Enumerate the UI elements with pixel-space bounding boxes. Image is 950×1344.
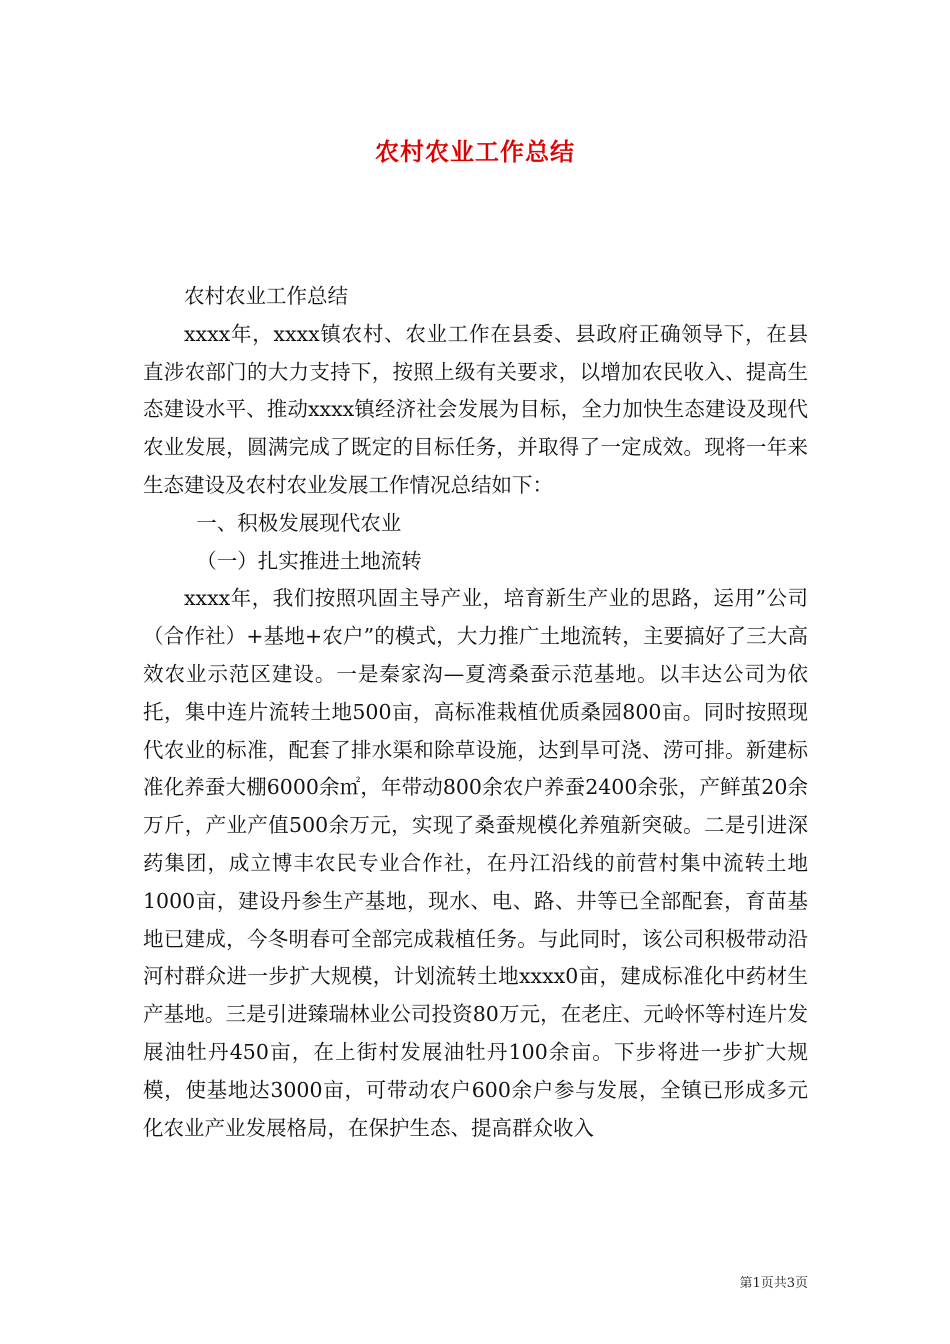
body-subtitle: 农村农业工作总结: [184, 284, 348, 308]
intro-paragraph: xxxx年，xxxx镇农村、农业工作在县委、县政府正确领导下，在县直涉农部门的大力支持下，按照上级有关要求，以增加农民收入、提高生态建设水平、推动xxxx镇经济社会发展为目标，全力加快生态建设及现代农业发展，圆满完成了既定的目标任务，并取得了一定成效。现将一年来生态建设及农村农业发展工作情况总结如下：: [143, 321, 808, 497]
subsection-heading: （一）扎实推进土地流转: [196, 548, 422, 573]
section-heading: 一、积极发展现代农业: [196, 510, 402, 535]
body-paragraph: xxxx年，我们按照巩固主导产业，培育新生产业的思路，运用”公司（合作社）+基地+农户”的模式，大力推广土地流转，主要搞好了三大高效农业示范区建设。一是秦家沟—夏湾桑蚕示范基地。以丰达公司为依托，集中连片流转土地500亩，高标准栽植优质桑园800亩。同时按照现代农业的标准，配套了排水渠和除草设施，达到旱可浇、涝可排。新建标准化养蚕大棚6000余㎡，年带动800余农户养蚕2400余张，产鲜茧20余万斤，产业产值500余万元，实现了桑蚕规模化养殖新突破。二是引进深药集团，成立博丰农民专业合作社，在丹江沿线的前营村集中流转土地1000亩，建设丹参生产基地，现水、电、路、井等已全部配套，育苗基地已建成，今冬明春可全部完成栽植任务。与此同时，该公司积极带动沿河村群众进一步扩大规模，计划流转土地xxxx0亩，建成标准化中药材生产基地。三是引进臻瑞林业公司投资80万元，在老庄、元岭怀等村连片发展油牡丹450亩，在上街村发展油牡丹100余亩。下步将进一步扩大规模，使基地达3000亩，可带动农户600余户参与发展，全镇已形成多元化农业产业发展格局，在保护生态、提高群众收入: [143, 586, 808, 1140]
page-number: 第1页共3页: [739, 1276, 808, 1291]
document-title: 农村农业工作总结: [375, 137, 575, 166]
document-body: [143, 278, 808, 1147]
